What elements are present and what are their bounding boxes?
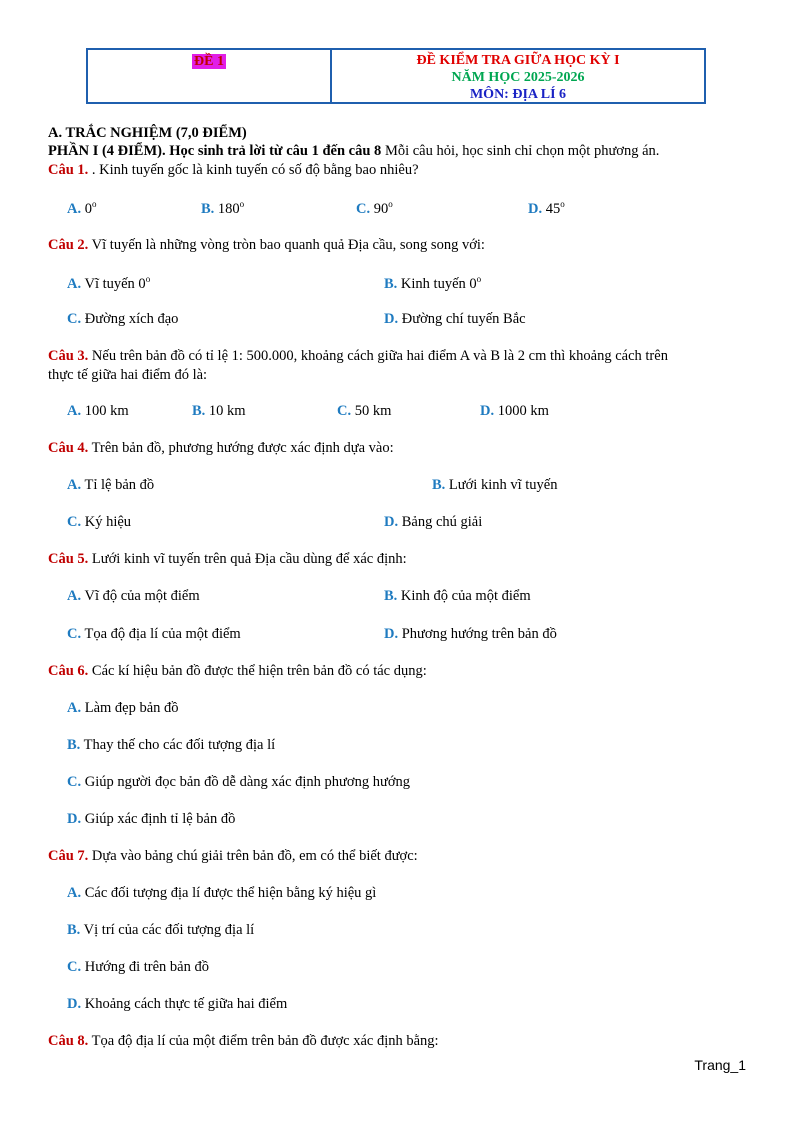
q4-option-b[interactable]: B. Lưới kinh vĩ tuyến xyxy=(432,477,558,493)
school-year: NĂM HỌC 2025-2026 xyxy=(451,70,585,85)
q6-option-d[interactable]: D. Giúp xác định tỉ lệ bản đồ xyxy=(67,811,236,827)
q1-option-c[interactable]: C. 90$^o$ xyxy=(356,199,393,217)
question-6 xyxy=(48,663,427,680)
section-title: A. TRẮC NGHIỆM (7,0 ĐIỂM) xyxy=(48,125,247,141)
question-text: Các kí hiệu bản đồ được thể hiện trên bản đồ có tác dụng: xyxy=(88,663,427,679)
q1-option-a[interactable]: A. 0$^o$ xyxy=(67,199,97,217)
question-text: Dựa vào bảng chú giải trên bản đồ, em có thể biết được: xyxy=(88,848,418,864)
exam-title-cell xyxy=(332,50,704,102)
question-text: Trên bản đồ, phương hướng được xác định dựa vào: xyxy=(88,440,394,456)
q4-option-d[interactable]: D. Bảng chú giải xyxy=(384,514,483,530)
question-label: Câu 5. xyxy=(48,551,89,567)
q3-option-a[interactable]: A. 100 km xyxy=(67,403,129,419)
question-8 xyxy=(48,1033,439,1050)
question-label: Câu 3. xyxy=(48,348,89,364)
q2-option-c[interactable]: C. Đường xích đạo xyxy=(67,311,179,327)
question-label: Câu 6. xyxy=(48,663,89,679)
question-text: Vĩ tuyến là những vòng tròn bao quanh quả Địa cầu, song song với: xyxy=(88,237,485,253)
exam-title: ĐỀ KIỂM TRA GIỮA HỌC KỲ I xyxy=(416,53,620,68)
q3-option-c[interactable]: C. 50 km xyxy=(337,403,392,419)
part-instruction xyxy=(48,143,659,160)
page-number: Trang_1 xyxy=(694,1057,746,1073)
q2-option-a[interactable]: A. Vĩ tuyến 0$^o$ xyxy=(67,274,151,292)
q5-option-c[interactable]: C. Tọa độ địa lí của một điểm xyxy=(67,626,241,642)
q3-option-d[interactable]: D. 1000 km xyxy=(480,403,549,419)
q7-option-c[interactable]: C. Hướng đi trên bản đồ xyxy=(67,959,209,975)
question-label: Câu 8. xyxy=(48,1033,89,1049)
question-label: Câu 7. xyxy=(48,848,89,864)
q5-option-d[interactable]: D. Phương hướng trên bản đồ xyxy=(384,626,557,642)
question-5 xyxy=(48,551,407,568)
q2-option-b[interactable]: B. Kinh tuyến 0$^o$ xyxy=(384,274,482,292)
question-3-continued: thực tế giữa hai điểm đó là: xyxy=(48,367,208,383)
question-7 xyxy=(48,848,418,865)
q3-option-b[interactable]: B. 10 km xyxy=(192,403,246,419)
q6-option-b[interactable]: B. Thay thế cho các đối tượng địa lí xyxy=(67,737,276,753)
q7-option-a[interactable]: A. Các đối tượng địa lí được thể hiện bằng ký hiệu gì xyxy=(67,885,377,901)
question-3 xyxy=(48,348,668,365)
q1-option-b[interactable]: B. 180$^o$ xyxy=(201,199,245,217)
exam-code: ĐỀ 1 xyxy=(194,54,224,69)
question-label: Câu 4. xyxy=(48,440,89,456)
subject: MÔN: ĐỊA LÍ 6 xyxy=(469,87,567,102)
q5-option-a[interactable]: A. Vĩ độ của một điểm xyxy=(67,588,200,604)
question-1 xyxy=(48,162,419,179)
part-note: Mỗi câu hỏi, học sinh chỉ chọn một phương án. xyxy=(381,143,660,159)
exam-code-cell xyxy=(88,50,332,102)
q6-option-a[interactable]: A. Làm đẹp bản đồ xyxy=(67,700,179,716)
question-text: Lưới kinh vĩ tuyến trên quả Địa cầu dùng để xác định: xyxy=(88,551,407,567)
q4-option-c[interactable]: C. Ký hiệu xyxy=(67,514,132,530)
question-label: Câu 1. xyxy=(48,162,89,178)
q5-option-b[interactable]: B. Kinh độ của một điểm xyxy=(384,588,531,604)
question-text: Nếu trên bản đồ có tỉ lệ 1: 500.000, khoảng cách giữa hai điểm A và B là 2 cm thì khoảng cách trên xyxy=(88,348,668,364)
question-4 xyxy=(48,440,394,457)
part-heading: PHẦN I (4 ĐIỂM). Học sinh trả lời từ câu 1 đến câu 8 xyxy=(48,143,382,159)
q1-option-d[interactable]: D. 45$^o$ xyxy=(528,199,565,217)
q4-option-a[interactable]: A. Tỉ lệ bản đồ xyxy=(67,477,155,493)
q2-option-d[interactable]: D. Đường chí tuyến Bắc xyxy=(384,311,526,327)
question-text: Tọa độ địa lí của một điểm trên bản đồ được xác định bằng: xyxy=(88,1033,439,1049)
question-text: . Kinh tuyến gốc là kinh tuyến có số độ bằng bao nhiêu? xyxy=(88,162,419,178)
exam-header-table xyxy=(86,48,706,104)
q7-option-b[interactable]: B. Vị trí của các đối tượng địa lí xyxy=(67,922,255,938)
q7-option-d[interactable]: D. Khoảng cách thực tế giữa hai điểm xyxy=(67,996,288,1012)
question-label: Câu 2. xyxy=(48,237,89,253)
question-2 xyxy=(48,237,485,254)
q6-option-c[interactable]: C. Giúp người đọc bản đồ dễ dàng xác định phương hướng xyxy=(67,774,410,790)
